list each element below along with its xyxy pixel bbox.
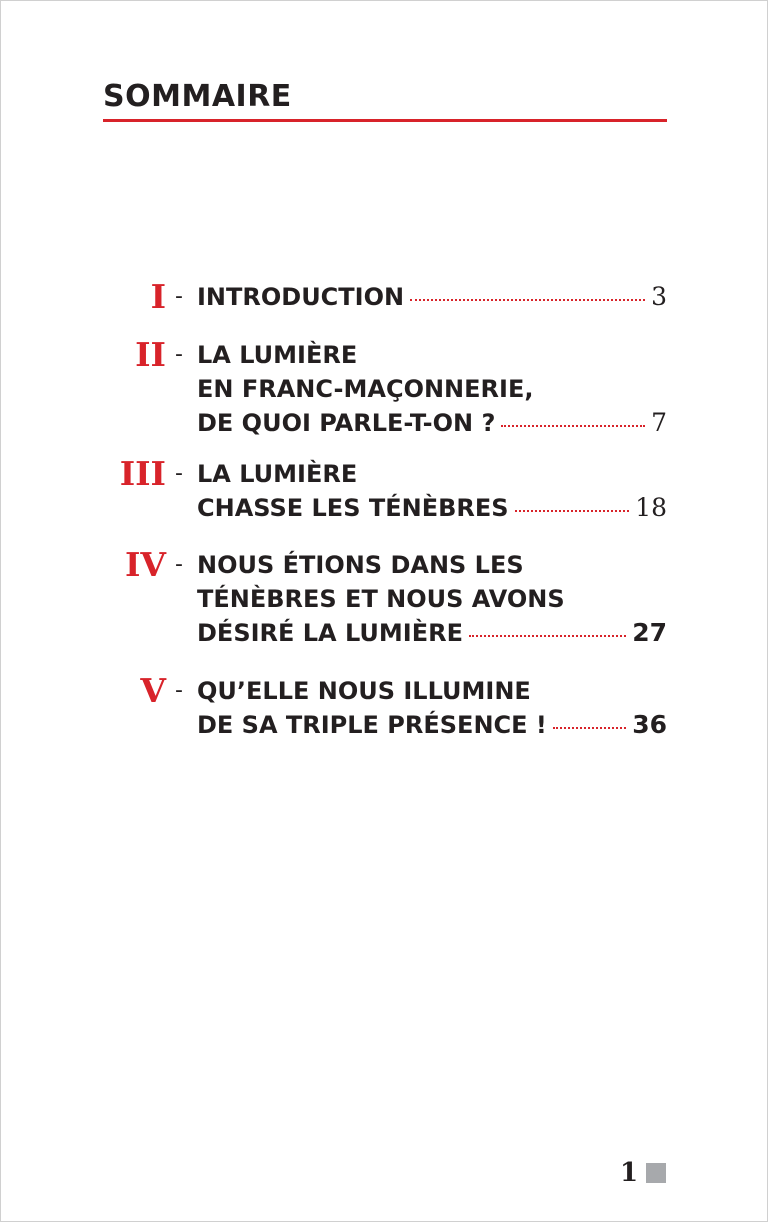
entry-separator: -: [175, 461, 183, 486]
entry-title-line: TÉNÈBRES ET NOUS AVONS: [197, 585, 565, 613]
entry-numeral: II: [135, 335, 166, 374]
entry-title-line: LA LUMIÈRE: [197, 460, 358, 488]
page-title: SOMMAIRE: [103, 79, 292, 114]
entry-separator: -: [175, 678, 183, 703]
dotted-leader: [469, 635, 626, 637]
entry-page-number: 27: [632, 618, 667, 647]
entry-title-line: QU’ELLE NOUS ILLUMINE: [197, 677, 531, 705]
entry-title-line: DE SA TRIPLE PRÉSENCE ! 36: [197, 708, 667, 742]
entry-numeral: III: [119, 454, 166, 493]
header: [103, 78, 667, 122]
entry-numeral: IV: [124, 545, 166, 584]
entry-numeral: I: [150, 277, 166, 316]
entry-page-number: 3: [651, 282, 667, 311]
entry-numeral: V: [140, 671, 166, 710]
entry-separator: -: [175, 284, 183, 309]
footer-page-number: 1: [620, 1158, 639, 1188]
entry-title-line: NOUS ÉTIONS DANS LES: [197, 551, 524, 579]
entry-title-line: INTRODUCTION 3: [197, 280, 667, 314]
entry-title-line: DÉSIRÉ LA LUMIÈRE 27: [197, 616, 667, 650]
dotted-leader: [501, 425, 645, 427]
entry-separator: -: [175, 552, 183, 577]
entry-page-number: 18: [635, 493, 667, 522]
title-underline: [103, 119, 667, 122]
dotted-leader: [553, 727, 626, 729]
entry-title-line: LA LUMIÈRE: [197, 341, 358, 369]
dotted-leader: [410, 299, 645, 301]
entry-title-line: CHASSE LES TÉNÈBRES 18: [197, 491, 667, 525]
entry-separator: -: [175, 342, 183, 367]
entry-title-line: EN FRANC-MAÇONNERIE,: [197, 375, 534, 403]
page-footer: [620, 1158, 666, 1188]
entry-page-number: 7: [651, 408, 667, 437]
footer-square-marker: [646, 1163, 666, 1183]
entry-title-line: DE QUOI PARLE-T-ON ? 7: [197, 406, 667, 440]
dotted-leader: [515, 510, 630, 512]
entry-page-number: 36: [632, 710, 667, 739]
